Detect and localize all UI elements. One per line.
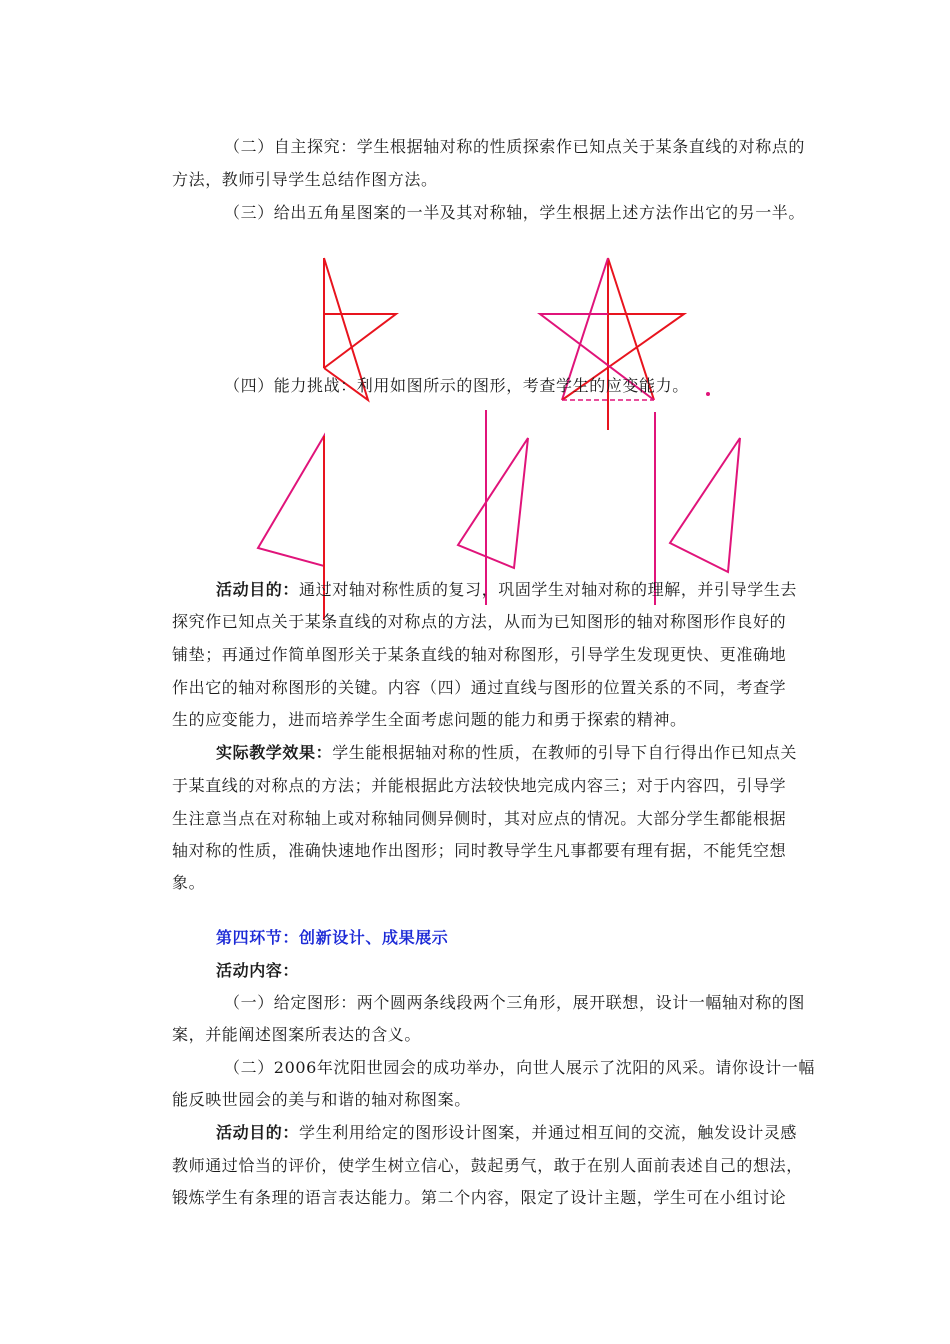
effect-label: 实际教学效果：: [216, 743, 333, 762]
half-star-edge-upper: [324, 314, 396, 368]
triangle-figure-2: [458, 410, 528, 605]
effect-line-1: [216, 743, 816, 763]
section-4-heading: 第四环节：创新设计、成果展示: [216, 928, 449, 947]
effect-line-3: 生注意当点在对称轴上或对称轴同侧异侧时，其对应点的情况。大部分学生都能根据: [172, 809, 787, 828]
triangle-figure-3: [655, 412, 740, 605]
paragraph-2-line-1: （二）自主探究：学生根据轴对称的性质探索作已知点关于某条直线的对称点的: [224, 137, 806, 156]
effect-text: 学生能根据轴对称的性质，在教师的引导下自行得出作已知点关: [332, 743, 798, 762]
purpose-1-line-2: 探究作已知点关于某条直线的对称点的方法，从而为已知图形的轴对称图形作良好的: [172, 612, 787, 631]
activity-label: 活动内容：: [216, 961, 300, 980]
purpose-2-text: 学生利用给定的图形设计图案，并通过相互间的交流，触发设计灵感: [299, 1123, 798, 1142]
effect-line-5: 象。: [172, 873, 206, 892]
activity-2-line-1: （二）2006年沈阳世园会的成功举办，向世人展示了沈阳的风采。请你设计一幅: [224, 1058, 815, 1077]
full-star-figure: [540, 258, 710, 430]
purpose-2-line-1: [216, 1123, 816, 1143]
purpose-1-line-5: 生的应变能力，进而培养学生全面考虑问题的能力和勇于探索的精神。: [172, 710, 687, 729]
purpose-1-label: 活动目的：: [216, 580, 300, 599]
triangle-2: [458, 438, 528, 568]
activity-2-line-2: 能反映世园会的美与和谐的轴对称图案。: [172, 1090, 471, 1109]
paragraph-3-line-1: （三）给出五角星图案的一半及其对称轴，学生根据上述方法作出它的另一半。: [224, 203, 806, 222]
activity-1-line-1: （一）给定图形：两个圆两条线段两个三角形，展开联想，设计一幅轴对称的图: [224, 993, 806, 1012]
activity-1-line-2: 案，并能阐述图案所表达的含义。: [172, 1025, 422, 1044]
triangle-1: [258, 436, 324, 566]
purpose-1-line-4: 作出它的轴对称图形的关键。内容（四）通过直线与图形的位置关系的不同，考查学: [172, 678, 787, 697]
purpose-2-label: 活动目的：: [216, 1123, 300, 1142]
purpose-2-line-2: 教师通过恰当的评价，使学生树立信心，鼓起勇气，敢于在别人面前表述自己的想法，: [172, 1156, 803, 1175]
purpose-1-text: 通过对轴对称性质的复习，巩固学生对轴对称的理解，并引导学生去: [299, 580, 798, 599]
paragraph-2-line-2: 方法，教师引导学生总结作图方法。: [172, 170, 438, 189]
symmetry-figures: [0, 0, 950, 620]
purpose-2-line-3: 锻炼学生有条理的语言表达能力。第二个内容，限定了设计主题，学生可在小组讨论: [172, 1188, 787, 1207]
effect-line-2: 于某直线的对称点的方法；并能根据此方法较快地完成内容三；对于内容四，引导学: [172, 776, 787, 795]
triangle-3: [670, 438, 740, 572]
purpose-1-line-3: 铺垫；再通过作简单图形关于某条直线的轴对称图形，引导学生发现更快、更准确地: [172, 645, 787, 664]
paragraph-4-line-1: （四）能力挑战：利用如图所示的图形，考查学生的应变能力。: [224, 376, 689, 395]
purpose-1-line-1: [216, 580, 816, 600]
effect-line-4: 轴对称的性质，准确快速地作出图形；同时教导学生凡事都要有理有据，不能凭空想: [172, 841, 787, 860]
